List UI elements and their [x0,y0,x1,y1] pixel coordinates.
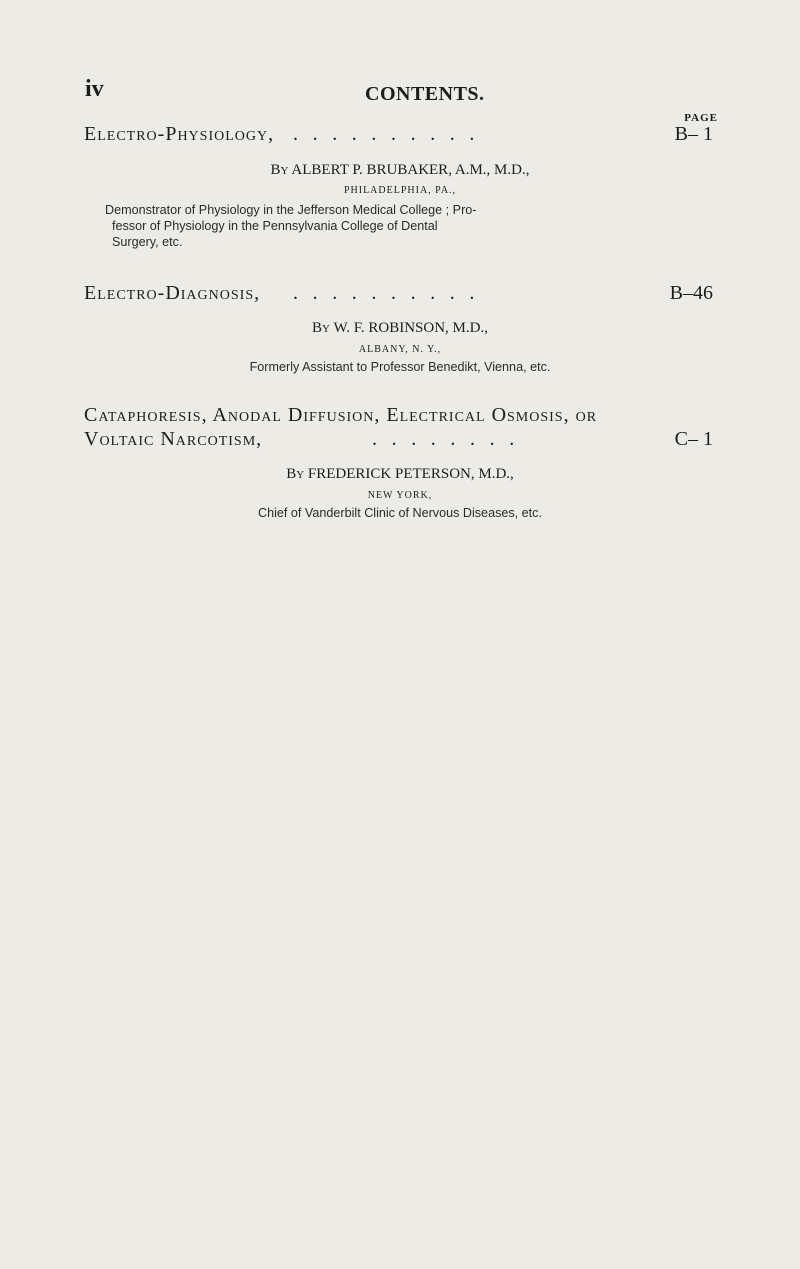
page-title: CONTENTS. [365,83,485,105]
author-name: FREDERICK PETERSON, M.D., [307,466,514,482]
description-line: Formerly Assistant to Professor Benedikt, Vienna, etc. [249,360,551,374]
description-line: fessor of Physiology in the Pennsylvania College of Dental [112,219,438,233]
entry-title[interactable]: Cataphoresis, Anodal Diffusion, Electrical Osmosis, or [84,404,598,426]
author-name: ALBERT P. BRUBAKER, A.M., M.D., [291,162,530,178]
entry-page[interactable]: B–46 [669,282,713,304]
author-description [0,505,800,521]
author-description [0,359,800,375]
description-line: Demonstrator of Physiology in the Jefferson Medical College ; Pro- [105,203,477,217]
entry-title[interactable]: Electro-Physiology, [84,123,275,145]
author-place: NEW YORK, [367,490,433,501]
author-place: ALBANY, N. Y., [358,344,442,355]
dot-leader: .......... [293,123,489,145]
author-place: PHILADELPHIA, PA., [343,185,457,196]
author-line [0,162,800,179]
page-number: iv [85,76,104,102]
description-line: Surgery, etc. [112,235,183,249]
entry-page[interactable]: C– 1 [674,428,713,450]
description-line: Chief of Vanderbilt Clinic of Nervous Diseases, etc. [258,506,542,520]
dot-leader: .......... [293,282,489,304]
author-line [0,320,800,337]
page-column-label: PAGE [684,112,718,124]
author-prefix: By [286,466,305,482]
author-line [0,466,800,483]
author-name: W. F. ROBINSON, M.D., [333,320,488,336]
entry-title[interactable]: Electro-Diagnosis, [84,282,261,304]
author-prefix: By [312,320,330,336]
dot-leader: ........ [372,428,529,450]
entry-title-continued[interactable]: Voltaic Narcotism, [84,428,263,450]
author-description [105,202,476,250]
author-prefix: By [270,162,289,178]
entry-page[interactable]: B– 1 [674,123,713,145]
